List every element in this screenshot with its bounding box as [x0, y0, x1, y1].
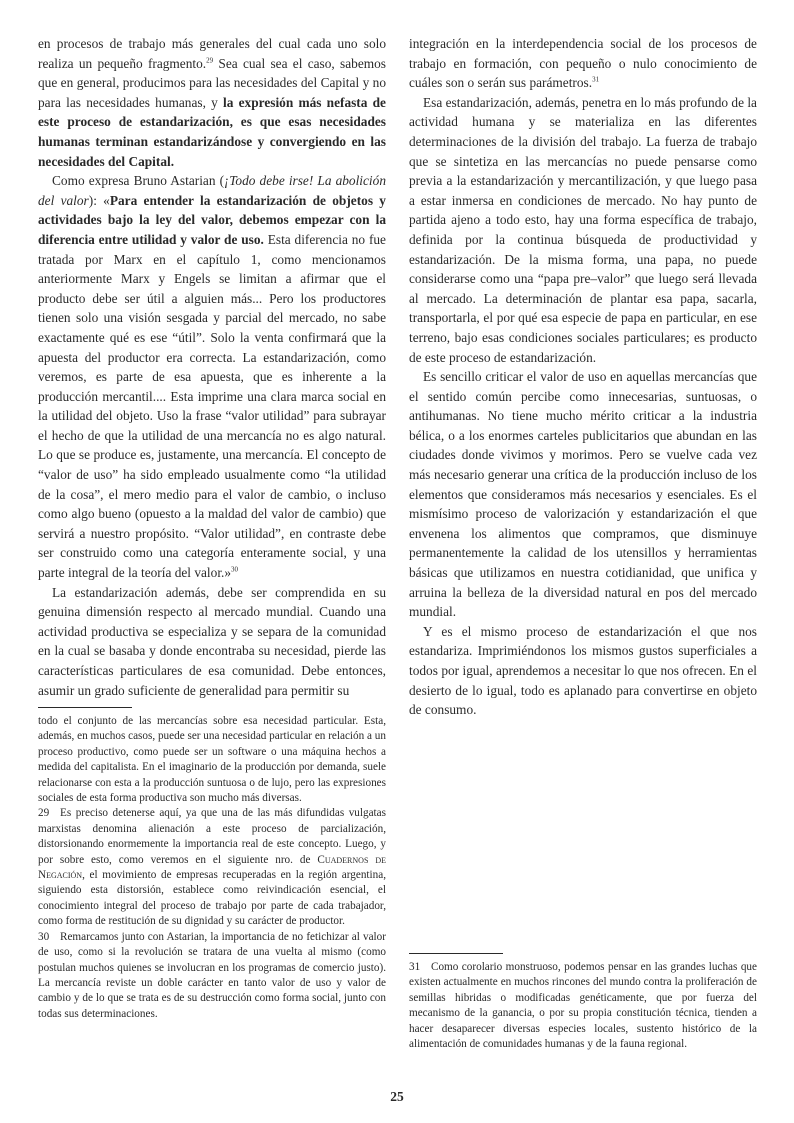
page-number: 25: [390, 1089, 404, 1104]
right-column: [409, 34, 757, 720]
journal-title: Cuadernos de Negación: [38, 853, 386, 882]
text-run: integración en la interdependencia social de los procesos de trabajo en formación, con pequeño o nulo conocimiento de cuáles son o serán sus parámetros.: [409, 36, 757, 91]
text-run: Esta diferencia no fue tratada por Marx en el capítulo 1, como mencionamos anteriormente Marx y Engels se limitan a afirmar que el producto debe ser útil a alguien más... Pero los productores tienen solo una visión sesgada y parcial del mercado, no sabe exactamente qué es ese “útil”. Solo la venta confirmará que la apuesta del productor era correcta. La estandarización, como veremos, es parte de esa apuesta, que es inherente a la producción mercantil.... Esta imprime una clara marca social en la utilidad del objeto. Uso la frase “valor utilidad” para subrayar el hecho de que la utilidad de una mercancía no es algo natural. Lo que se produce es, justamente, una mercancía. El concepto de “valor de uso” ha sido empleado usualmente como “la utilidad de la cosa”, el mero medio para el valor de cambio, o incluso como algo bueno (opuesto a la maldad del valor de cambio) que servirá a nuestro propósito. “Valor utilidad”, en contraste debe ser construido como una categoría enteramente social, y una parte integral de la teoría del valor.»: [38, 231, 386, 581]
left-column: [38, 34, 386, 700]
text-run: , el movimiento de empresas recuperadas en la región argentina, siguiendo esta distorsión, establece como reivindicación esencial, el conocimiento integral del proceso de trabajo por parte de cada trabajador, como forma de restitución de su dignidad y su carácter de productor.: [38, 869, 386, 928]
footnote-continuation: todo el conjunto de las mercancías sobre esa necesidad particular. Esta, además, en muchos casos, puede ser una necesidad particular en relación a un proceso productivo, como puede ser un software o una máquina hechos a medida del capitalista. En el imaginario de la producción por demanda, suele relacionarse con esta a la producción suntuosa o de lujo, pero las expresiones sociales de esta forma productiva son mucho más diversas.: [38, 715, 386, 805]
footnote-31: [409, 960, 757, 1052]
text-run: Como expresa Bruno Astarian (: [52, 173, 225, 189]
footnote-number: 30: [38, 930, 50, 943]
paragraph: [409, 34, 757, 93]
paragraph: Y es el mismo proceso de estandarización el que nos estandariza. Imprimiéndonos los mismos gustos superficiales a todos por igual, aprendemos a necesitar lo que nos ofrecen. En el desierto de lo igual, todo es aplanado para convertirse en objeto de consumo.: [409, 623, 757, 718]
footnote-divider: [409, 953, 503, 954]
text-run: en procesos de trabajo más generales del cual cada uno solo realiza un pequeño fragmento.: [38, 36, 386, 71]
text-run: Remarcamos junto con Astarian, la importancia de no fetichizar al valor de uso, como si la revolución se tratara de una vuelta al mismo (como postulan muchos quienes se involucran en los programas de comercio justo). La mercancía reviste un doble carácter en tanto valor de uso y valor de cambio y de lo que se trata es de su destrucción como forma social, junto con todas sus determinaciones.: [38, 930, 386, 1020]
bold-text: la expresión más nefasta de este proceso de estandarización, es que esas necesidades humanas terminan estandarizándose y convergiendo en las necesidades del Capital.: [38, 94, 386, 169]
book-title: ¡Todo debe irse! La abolición del valor: [38, 173, 386, 208]
paragraph: [38, 34, 386, 171]
footnote-29: [38, 806, 386, 929]
footnote-divider: [38, 707, 132, 708]
footnote-number: 29: [38, 807, 50, 820]
text-run: Como corolario monstruoso, podemos pensar en las grandes luchas que existen actualmente en muchos rincones del mundo contra la proliferación de semillas hibridas o modificadas genéticamente, que por fuerza del mecanismo de la ganancia, o por su propia constitución técnica, tienden a hacer desaparecer diversas especies locales, sustento histórico de la alimentación de comunidades humanas y de la fauna regional.: [409, 961, 757, 1051]
footnotes-left: [38, 707, 386, 1022]
text-run: Es preciso detenerse aquí, ya que una de las más difundidas vulgatas marxistas denomina alienación a este proceso de parcialización, distorsionando enormemente la importancia real de este concepto. Luego, y por sobre esto, como veremos en el siguiente nro. de: [38, 807, 386, 866]
paragraph: Es sencillo criticar el valor de uso en aquellas mercancías que el sentido común percibe como innecesarias, suntuosas, o antihumanas. No tiene mucho mérito criticar a la industria bélica, o a los enormes carteles publicitarios que abundan en las ciudades donde vivimos y morimos. Pero se vuelve cada vez más necesario generar una crítica de la producción incluso de los elementos que consideramos más necesarios y esenciales. Es el mismísimo proceso de valorización y estandarización el que envenena los alimentos que compramos, que disminuye permanentemente la calidad de los utensillos y herramientas básicas que utilizamos en nuestra cotidianidad, que unifica y arruina la belleza de la diversidad natural en pos del mercado mundial.: [409, 369, 757, 620]
text-run: ): «: [88, 192, 110, 208]
paragraph: Esa estandarización, además, penetra en lo más profundo de la actividad humana y se materializa en las diferentes determinaciones de la división del trabajo. La fuerza de trabajo que se sintetiza en las mercancías no puede pensarse como previa a la estandarización y mercantilización, y que luego pasa a estar inmersa en condiciones de mercado. No hay punto de partida ajeno a todo esto, hay una forma específica de trabajo, definida por la continua búsqueda de productividad y estandarización. De la misma forma, una papa, no puede considerarse como una “papa pre–valor” que luego será llevada al mercado. La determinación de plantar esa papa, sacarla, transportarla, el por qué esa especie de papa en particular, en ese terreno, bajo esas condiciones sociales particulares; es producto de este proceso de estandarización.: [409, 94, 757, 365]
footnote-ref-31[interactable]: 31: [592, 75, 600, 84]
footnote-number: 31: [409, 961, 421, 973]
footnote-ref-29[interactable]: 29: [206, 56, 214, 65]
bold-text: Para entender la estandarización de objetos y actividades bajo la ley del valor, debemos empezar con la diferencia entre utilidad y valor de uso.: [38, 192, 386, 247]
text-run: Sea cual sea el caso, sabemos que en general, producimos para las necesidades del Capital y no para las necesidades humanas, y: [38, 55, 386, 110]
paragraph-quote: [38, 171, 386, 582]
footnote-ref-30[interactable]: 30: [231, 565, 239, 574]
paragraph: La estandarización además, debe ser comprendida en su genuina dimensión respecto al mercado mundial. Cuando una actividad productiva se especializa y se separa de la comunidad en la cual se basaba y donde encontraba su necesidad, pierde las características particulares de esa comunidad. Debe entonces, asumir un grado suficiente de generalidad para permitir su: [38, 584, 386, 698]
footnote-30: [38, 930, 386, 1022]
footnotes-right: [409, 953, 757, 1052]
